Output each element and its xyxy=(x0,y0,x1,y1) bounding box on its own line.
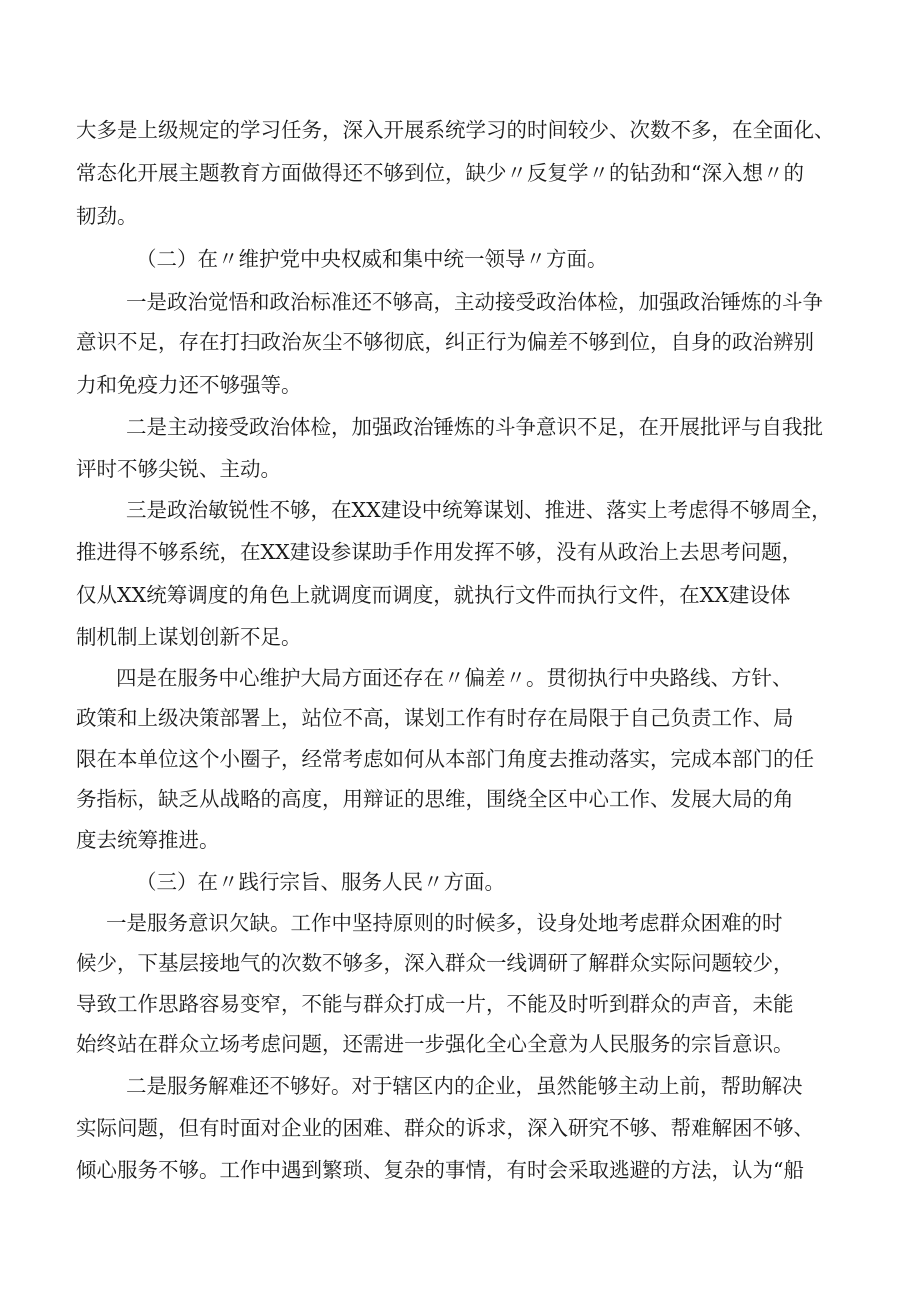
text-line: 导致工作思路容易变窄，不能与群众打成一片，不能及时听到群众的声音，未能 xyxy=(76,992,794,1016)
text-line: 限在本单位这个小圈子，经常考虑如何从本部门角度去推动落实，完成本部门的任 xyxy=(76,747,814,771)
text-line: 候少，下基层接地气的次数不够多，深入群众一线调研了解群众实际问题较少， xyxy=(76,951,794,975)
text-line: 政策和上级决策部署上，站位不高，谋划工作有时存在局限于自己负责工作、局 xyxy=(76,706,794,730)
text-line: 实际问题，但有时面对企业的困难、群众的诉求，深入研究不够、帮难解困不够、 xyxy=(76,1116,814,1140)
text-line: 意识不足，存在打扫政治灰尘不够彻底，纠正行为偏差不够到位，自身的政治辨别 xyxy=(76,330,814,354)
text-line: 始终站在群众立场考虑问题，还需进一步强化全心全意为人民服务的宗旨意识。 xyxy=(76,1032,794,1056)
text-line: 力和免疫力还不够强等。 xyxy=(76,373,302,397)
text-line: 务指标，缺乏从战略的高度，用辩证的思维，围绕全区中心工作、发展大局的角 xyxy=(76,787,794,811)
section-heading: （三）在〃践行宗旨、服务人民〃方面。 xyxy=(136,870,505,894)
text-line: 制机制上谋划创新不足。 xyxy=(76,625,302,649)
text-line: 一是服务意识欠缺。工作中坚持原则的时候多，设身处地考虑群众困难的时 xyxy=(106,911,783,935)
section-heading: （二）在〃维护党中央权威和集中统一领导〃方面。 xyxy=(136,247,608,271)
text-line: 大多是上级规定的学习任务，深入开展系统学习的时间较少、次数不多，在全面化、 xyxy=(76,118,835,142)
text-line: 常态化开展主题教育方面做得还不够到位，缺少〃反复学〃的钻劲和“深入想〃的 xyxy=(76,161,804,185)
text-line: 评时不够尖锐、主动。 xyxy=(76,457,281,481)
text-line: 二是主动接受政治体检，加强政治锤炼的斗争意识不足，在开展批评与自我批 xyxy=(126,415,823,439)
text-line: 韧劲。 xyxy=(76,204,138,228)
text-line: 一是政治觉悟和政治标准还不够高，主动接受政治体检，加强政治锤炼的斗争 xyxy=(126,290,823,314)
text-line: 二是服务解难还不够好。对于辖区内的企业，虽然能够主动上前，帮助解决 xyxy=(126,1074,803,1098)
text-line: 度去统筹推进。 xyxy=(76,828,220,852)
text-line: 四是在服务中心维护大局方面还存在〃偏差〃。贯彻执行中央路线、方针、 xyxy=(116,666,793,690)
text-line: 三是政治敏锐性不够，在XX建设中统筹谋划、推进、落实上考虑得不够周全， xyxy=(126,498,832,522)
text-line: 倾心服务不够。工作中遇到繁琐、复杂的事情，有时会采取逃避的方法，认为“船 xyxy=(76,1158,804,1182)
text-line: 推进得不够系统，在XX建设参谋助手作用发挥不够，没有从政治上去思考问题， xyxy=(76,540,803,564)
text-line: 仅从XX统筹调度的角色上就调度而调度，就执行文件而执行文件，在XX建设体 xyxy=(76,583,791,607)
